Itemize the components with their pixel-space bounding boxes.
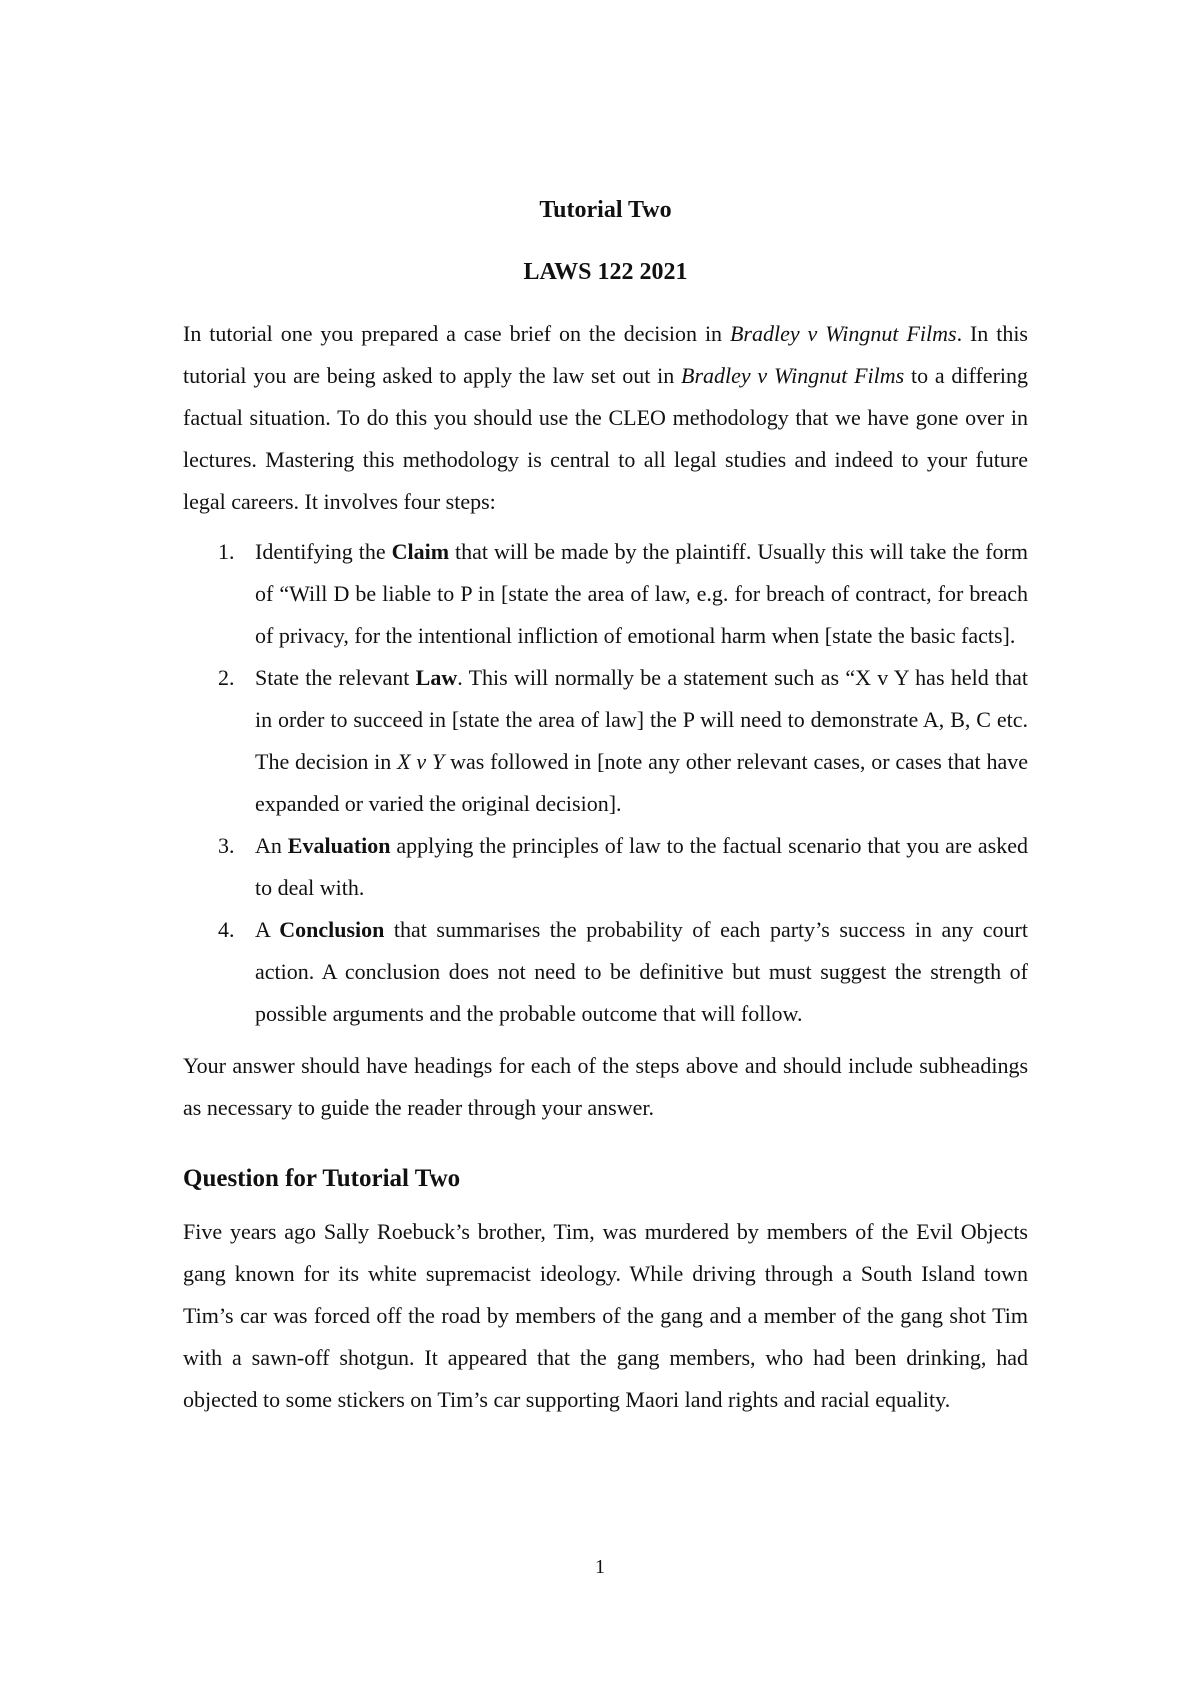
step-text: was followed in [note any other relevant cases, or cases that have expanded or varied the original decision]. [255, 749, 1028, 816]
course-title: LAWS 122 2021 [523, 259, 688, 285]
document-title: Tutorial Two [539, 197, 672, 223]
question-scenario: Five years ago Sally Roebuck’s brother, Tim, was murdered by members of the Evil Objects gang known for its white supremacist ideology. While driving through a South Island town Tim’s car was forced off the road by members of the gang and a member of the gang shot Tim with a sawn-off shotgun. It appeared that the gang members, who had been drinking, had objected to some stickers on Tim’s car supporting Maori land rights and racial equality. [183, 1219, 1028, 1412]
step-text: that summarises the probability of each party’s success in any court action. A conclusion does not need to be definitive but must suggest the strength of possible arguments and the probable outcome that will follow. [255, 917, 1028, 1026]
intro-text-1: In tutorial one you prepared a case brief on the decision in [183, 321, 730, 346]
step-keyword-conclusion: Conclusion [279, 917, 385, 942]
step-text: that will be made by the plaintiff. Usually this will take the form of “Will D be liable to P in [state the area of law, e.g. for breach of contract, for breach of privacy, for the intentional infliction of emotional harm when [state the basic facts]. [255, 539, 1028, 648]
step-text: . This will normally be a statement such as “X v Y has held that in order to succeed in [state the area of law] the P will need to demonstrate A, B, C etc. The decision in [255, 665, 1028, 774]
step-text: Identifying the [255, 539, 392, 564]
step-text: applying the principles of law to the factual scenario that you are asked to deal with. [255, 833, 1028, 900]
step-text: State the relevant [255, 665, 416, 690]
list-item-law [183, 657, 1028, 825]
page-content [183, 195, 1028, 1421]
step-keyword-claim: Claim [391, 539, 450, 564]
step-number: 3. [218, 833, 235, 858]
step-number: 1. [218, 539, 235, 564]
list-item-claim [183, 531, 1028, 657]
case-name-x-v-y: X v Y [397, 749, 445, 774]
intro-text-3: to a differing factual situation. To do this you should use the CLEO methodology that we have gone over in lectures. Mastering this methodology is central to all legal studies and indeed to your future legal careers. It involves four steps: [183, 363, 1029, 514]
case-name-2: Bradley v Wingnut Films [681, 363, 905, 388]
question-heading: Question for Tutorial Two [183, 1165, 461, 1192]
step-keyword-law: Law [415, 665, 458, 690]
answer-instructions: Your answer should have headings for each of the steps above and should include subheadings as necessary to guide the reader through your answer. [183, 1053, 1028, 1120]
list-item-conclusion [183, 909, 1028, 1035]
case-name-1: Bradley v Wingnut Films [729, 321, 957, 346]
intro-text-2: . In this tutorial you are being asked to apply the law set out in [183, 321, 1028, 388]
step-text: A [255, 917, 280, 942]
step-text: An [255, 833, 288, 858]
cleo-steps-list [183, 531, 1028, 1035]
page-number: 1 [595, 1556, 605, 1578]
step-number: 2. [218, 665, 235, 690]
list-item-evaluation [183, 825, 1028, 909]
step-keyword-evaluation: Evaluation [287, 833, 391, 858]
intro-paragraph [183, 313, 1028, 523]
step-number: 4. [218, 917, 235, 942]
